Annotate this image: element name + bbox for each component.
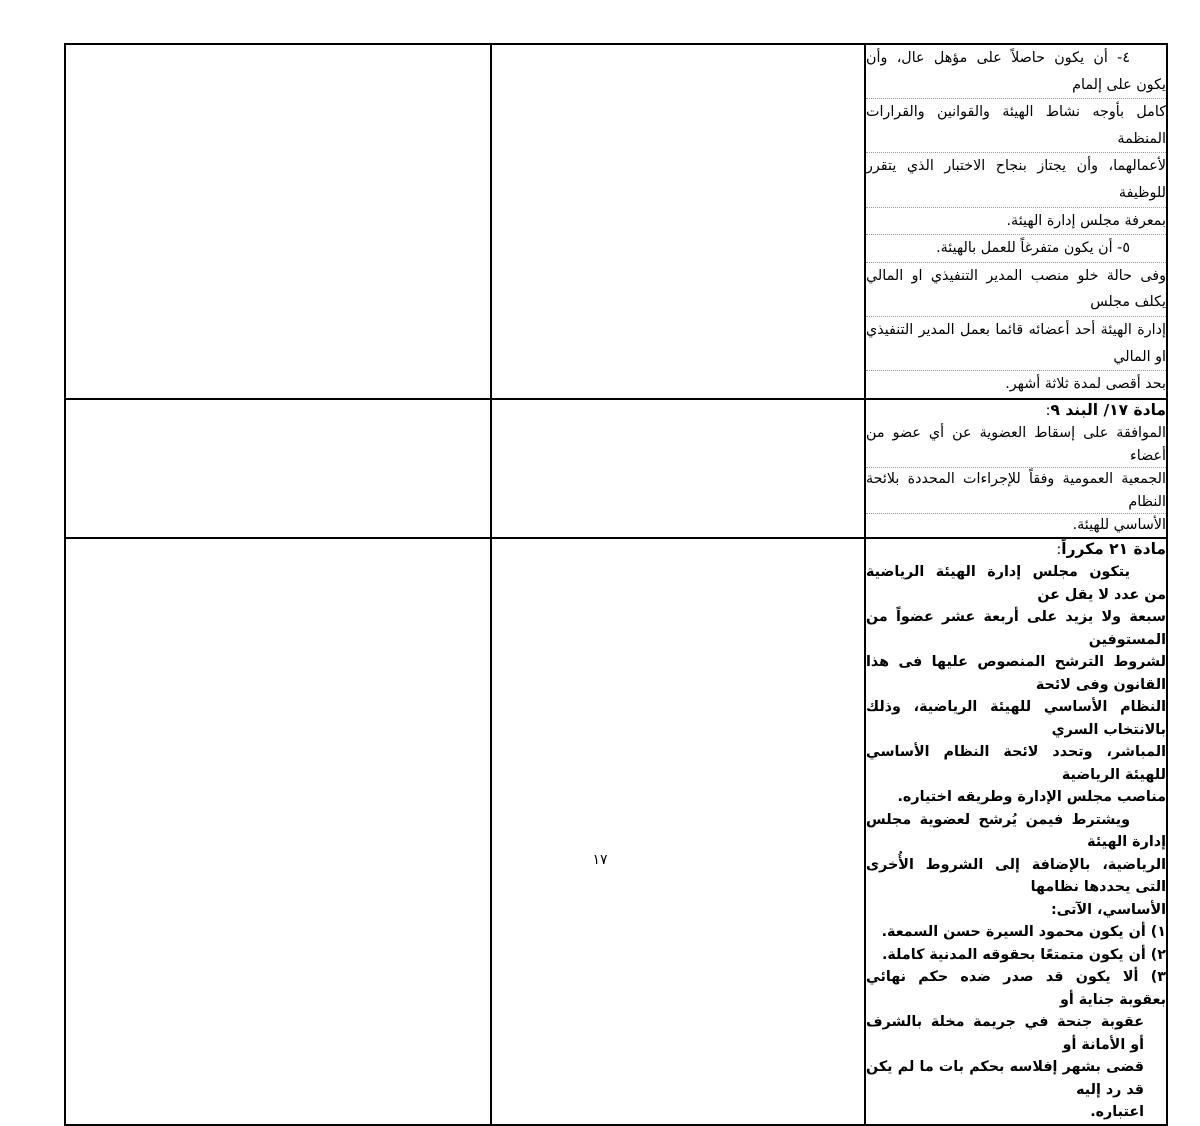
text-line: يتكون مجلس إدارة الهيئة الرياضية من عدد لا يقل عن bbox=[866, 564, 1166, 603]
text-line: ٤- أن يكون حاصلاً على مؤهل عال، وأن يكون على إلمام bbox=[866, 45, 1166, 99]
table-row bbox=[65, 399, 1167, 538]
text-line: بحد أقصى لمدة ثلاثة أشهر. bbox=[1005, 376, 1166, 393]
text-cell-row1 bbox=[865, 44, 1167, 399]
empty-cell bbox=[65, 44, 491, 399]
table-row bbox=[65, 44, 1167, 399]
list-item: ٣) ألا يكون قد صدر ضده حكم نهائي بعقوبة جناية أو bbox=[866, 969, 1166, 1008]
page-number: ١٧ bbox=[592, 852, 608, 868]
text-line: الرياضية، بالإضافة إلى الشروط الأُخرى التى يحددها نظامها bbox=[866, 856, 1166, 896]
article-heading-title: مادة ١٧/ البند ٩ bbox=[1050, 400, 1166, 419]
text-line: سبعة ولا يزيد على أربعة عشر عضواً من المستوفين bbox=[866, 609, 1166, 648]
text-line: الموافقة على إسقاط العضوية عن أي عضو من أعضاء bbox=[866, 422, 1166, 468]
text-line: لأعمالهما، وأن يجتاز بنجاح الاختبار الذي يتقرر للوظيفة bbox=[866, 153, 1166, 207]
text-line: لشروط الترشح المنصوص عليها فى هذا القانون وفى لائحة bbox=[866, 654, 1166, 693]
article-body bbox=[866, 561, 1166, 1124]
article-heading-colon: : bbox=[1056, 541, 1062, 558]
list-item: ٢) أن يكون متمتعًا بحقوقه المدنية كاملة. bbox=[881, 946, 1166, 963]
comparison-table bbox=[64, 43, 1168, 1126]
text-line: الجمعية العمومية وفقاً للإجراءات المحددة بلائحة النظام bbox=[866, 468, 1166, 514]
list-item-continuation: اعتباره. bbox=[1090, 1104, 1144, 1121]
text-line: إدارة الهيئة أحد أعضائه قائما بعمل المدير التنفيذي او المالي bbox=[866, 317, 1166, 371]
list-item-continuation: عقوبة جنحة في جريمة مخلة بالشرف أو الأمانة أو bbox=[866, 1014, 1144, 1053]
text-line: ويشترط فيمن يُرشح لعضوية مجلس إدارة الهيئة bbox=[866, 811, 1166, 851]
text-line: النظام الأساسي للهيئة الرياضية، وذلك بالانتخاب السري bbox=[866, 699, 1166, 738]
text-cell-row3 bbox=[865, 538, 1167, 1125]
text-line: ٥- أن يكون متفرغاً للعمل بالهيئة. bbox=[866, 235, 1166, 263]
text-line: بمعرفة مجلس إدارة الهيئة. bbox=[866, 208, 1166, 236]
empty-cell bbox=[491, 399, 865, 538]
article-heading bbox=[866, 400, 1166, 423]
text-line: الأساسي للهيئة. bbox=[1072, 517, 1166, 534]
text-line: وفى حالة خلو منصب المدير التنفيذي او المالي يكلف مجلس bbox=[866, 263, 1166, 317]
article-heading-colon: : bbox=[1045, 402, 1051, 419]
text-line: الأساسي، الآتى: bbox=[1050, 901, 1166, 918]
empty-cell bbox=[491, 44, 865, 399]
text-line: مناصب مجلس الإدارة وطريقه اختياره. bbox=[897, 789, 1166, 806]
table-row bbox=[65, 538, 1167, 1125]
article-heading-title: مادة ٢١ مكرراً bbox=[1061, 539, 1166, 558]
list-item-continuation: قضى بشهر إفلاسه بحكم بات ما لم يكن قد رد إليه bbox=[866, 1059, 1144, 1098]
article-heading bbox=[866, 539, 1166, 562]
list-item: ١) أن يكون محمود السيرة حسن السمعة. bbox=[881, 924, 1166, 941]
text-line: المباشر، وتحدد لائحة النظام الأساسي للهيئة الرياضية bbox=[866, 744, 1166, 783]
empty-cell bbox=[65, 399, 491, 538]
text-line: كامل بأوجه نشاط الهيئة والقوانين والقرارات المنظمة bbox=[866, 99, 1166, 153]
text-cell-row2 bbox=[865, 399, 1167, 538]
empty-cell bbox=[65, 538, 491, 1125]
empty-cell bbox=[491, 538, 865, 1125]
